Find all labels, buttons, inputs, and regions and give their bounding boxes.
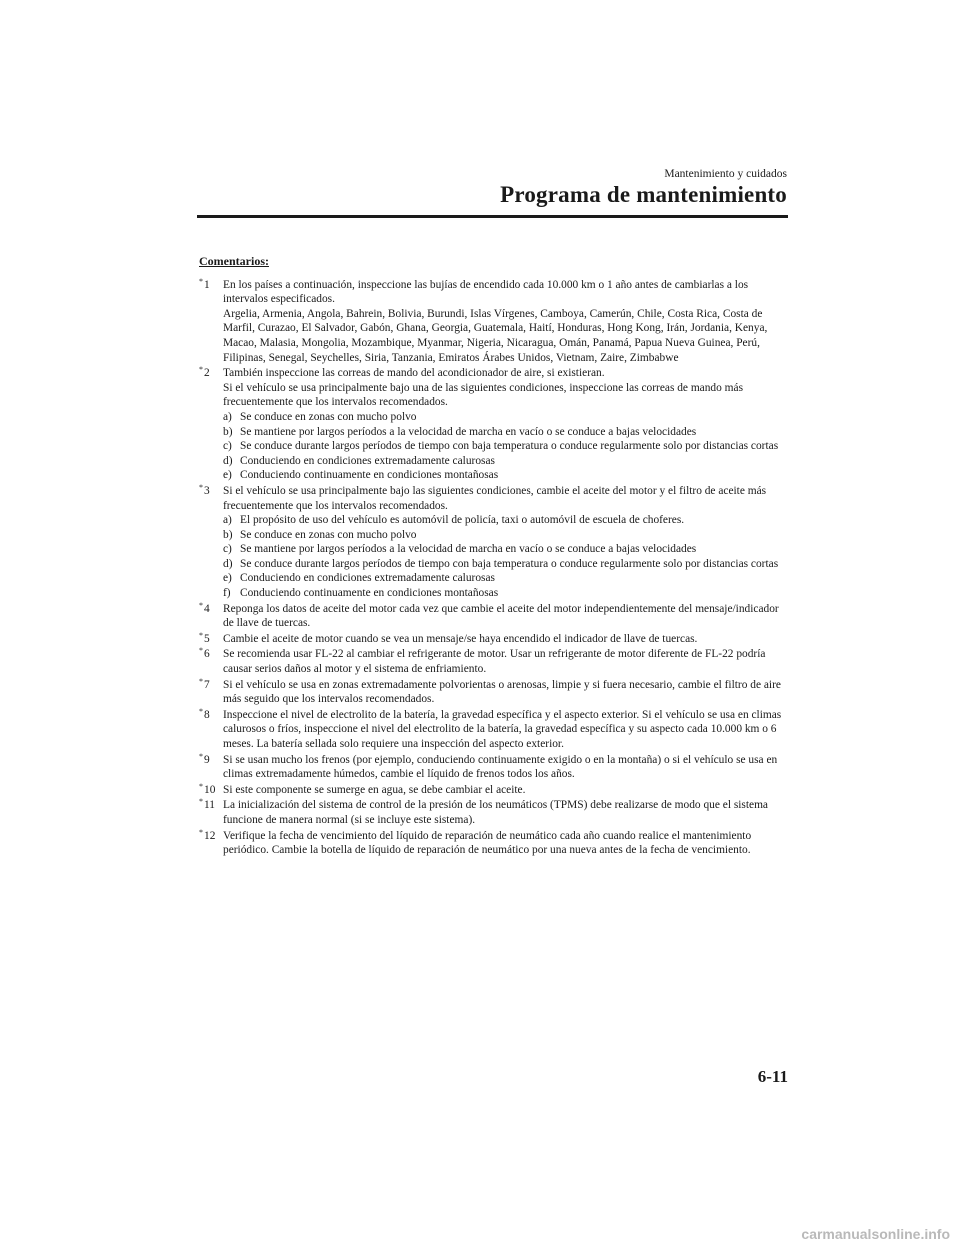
footnote-marker: * (199, 600, 203, 610)
footnote-text: Inspeccione el nivel de electrolito de la batería, la gravedad específica y el aspecto exterior. Si el vehículo se usa en climas calurosos o fríos, inspeccione el nivel del electrolito de la batería, la gravedad específica y su aspecto cada 10.000 km o 6 meses. La batería sellada solo requiere una inspección del aspecto exterior. (223, 708, 782, 750)
watermark: carmanualsonline.info (801, 1226, 950, 1242)
condition-item (223, 557, 789, 572)
footnote-text: Si el vehículo se usa en zonas extremadamente polvorientas o arenosas, limpie y si fuera necesario, cambie el filtro de aire más seguido que los intervalos recomendados. (223, 678, 781, 706)
footnote-number (199, 753, 210, 768)
footnote-number (199, 798, 215, 813)
condition-text: Conduciendo en condiciones extremadamente calurosas (240, 572, 495, 585)
condition-label: a) (223, 410, 232, 423)
condition-item (223, 513, 789, 528)
condition-label: c) (223, 543, 232, 556)
footnote-number (199, 678, 210, 693)
footnote-number-text: 2 (204, 367, 210, 380)
footnote-number-text: 10 (204, 783, 216, 796)
footnote-number-text: 5 (204, 632, 210, 645)
footnote-text: En los países a continuación, inspeccione las bujías de encendido cada 10.000 km o 1 año antes de cambiarlas a los intervalos especificados. (223, 278, 749, 306)
footnote-item (199, 783, 789, 798)
condition-text: El propósito de uso del vehículo es automóvil de policía, taxi o automóvil de escuela de choferes. (240, 514, 685, 527)
condition-text: Se mantiene por largos períodos a la velocidad de marcha en vacío o se conduce a bajas velocidades (240, 543, 697, 556)
footnote-item (199, 366, 789, 483)
footnote-number-text: 3 (204, 484, 210, 497)
condition-label: d) (223, 454, 233, 467)
footnote-marker: * (199, 797, 203, 807)
condition-label: f) (223, 587, 231, 600)
footnote-text: Reponga los datos de aceite del motor cada vez que cambie el aceite del motor independientemente del mensaje/indicador de llave de tuercas. (223, 602, 779, 630)
footnote-item (199, 602, 789, 631)
condition-text: Conduciendo continuamente en condiciones montañosas (240, 469, 499, 482)
footnote-number (199, 366, 210, 381)
footnote-marker: * (199, 781, 203, 791)
footnote-number-text: 12 (204, 829, 216, 842)
condition-item (223, 439, 789, 454)
footnote-number (199, 783, 215, 798)
condition-label: a) (223, 514, 232, 527)
condition-text: Se conduce durante largos períodos de tiempo con baja temperatura o conduce regularmente solo por distancias cortas (240, 557, 779, 570)
footnote-marker: * (199, 676, 203, 686)
notes-list (199, 278, 789, 858)
condition-item (223, 454, 789, 469)
footnote-number-text: 11 (204, 799, 215, 812)
footnote-number (199, 647, 210, 662)
footnote-item (199, 678, 789, 707)
footnote-marker: * (199, 482, 203, 492)
condition-label: b) (223, 528, 233, 541)
footnote-number-text: 8 (204, 708, 210, 721)
condition-item (223, 410, 789, 425)
footnote-item (199, 798, 789, 827)
condition-item (223, 542, 789, 557)
condition-text: Conduciendo en condiciones extremadamente calurosas (240, 454, 495, 467)
section-header: Mantenimiento y cuidados (664, 168, 787, 180)
footnote-item (199, 632, 789, 647)
footnote-item (199, 753, 789, 782)
footnote-text: Si el vehículo se usa principalmente bajo las siguientes condiciones, cambie el aceite del motor y el filtro de aceite más frecuentemente que los intervalos recomendados. (223, 484, 767, 512)
footnote-text: También inspeccione las correas de mando del acondicionador de aire, si existieran. (223, 367, 605, 380)
footnote-number (199, 632, 210, 647)
header-divider (197, 215, 788, 218)
condition-item (223, 425, 789, 440)
condition-text: Se conduce durante largos períodos de tiempo con baja temperatura o conduce regularmente solo por distancias cortas (240, 440, 779, 453)
footnote-marker: * (199, 365, 203, 375)
condition-item (223, 586, 789, 601)
footnote-marker: * (199, 827, 203, 837)
footnote-number-text: 1 (204, 278, 210, 291)
footnote-text: Si se usan mucho los frenos (por ejemplo, conduciendo continuamente exigido o en la montaña) o si el vehículo se usa en climas extremadamente húmedos, cambie el líquido de frenos todos los años. (223, 753, 778, 781)
condition-text: Se conduce en zonas con mucho polvo (240, 528, 417, 541)
condition-label: c) (223, 440, 232, 453)
footnote-marker: * (199, 706, 203, 716)
footnote-text: Si el vehículo se usa principalmente bajo una de las siguientes condiciones, inspeccione las correas de mando más frecuentemente que los intervalos recomendados. (223, 381, 744, 409)
condition-text: Se conduce en zonas con mucho polvo (240, 410, 417, 423)
footnote-number-text: 4 (204, 602, 210, 615)
footnote-marker: * (199, 630, 203, 640)
footnote-item (199, 484, 789, 601)
condition-text: Se mantiene por largos períodos a la velocidad de marcha en vacío o se conduce a bajas velocidades (240, 425, 697, 438)
footnote-number (199, 602, 210, 617)
page-title: Programa de mantenimiento (500, 182, 787, 207)
condition-label: e) (223, 469, 232, 482)
footnote-marker: * (199, 751, 203, 761)
comments-heading: Comentarios: (199, 254, 269, 268)
footnote-number (199, 829, 215, 844)
condition-label: e) (223, 572, 232, 585)
footnote-marker: * (199, 276, 203, 286)
footnote-number-text: 7 (204, 678, 210, 691)
footnote-number (199, 708, 210, 723)
page-number: 6-11 (757, 1067, 788, 1086)
condition-label: d) (223, 557, 233, 570)
footnote-marker: * (199, 646, 203, 656)
footnote-item (199, 278, 789, 366)
footnote-text: Si este componente se sumerge en agua, se debe cambiar el aceite. (223, 783, 526, 796)
comments-section (199, 254, 789, 859)
condition-item (223, 468, 789, 483)
footnote-text: La inicialización del sistema de control de la presión de los neumáticos (TPMS) debe realizarse de modo que el sistema funcione de manera normal (si se incluye este sistema). (223, 799, 768, 826)
condition-item (223, 528, 789, 543)
footnote-number-text: 9 (204, 753, 210, 766)
condition-text: Conduciendo continuamente en condiciones montañosas (240, 587, 499, 600)
footnote-number (199, 278, 210, 293)
footnote-text: Verifique la fecha de vencimiento del líquido de reparación de neumático cada año cuando realice el mantenimiento periódico. Cambie la botella de líquido de reparación de neumático por una nueva antes de la fecha de vencimiento. (223, 829, 752, 857)
footnote-text: Argelia, Armenia, Angola, Bahrein, Bolivia, Burundi, Islas Vírgenes, Camboya, Camerún, Chile, Costa Rica, Costa de Marfil, Curazao, El Salvador, Gabón, Ghana, Georgia, Guatemala, Haití, Honduras, Hong Kong, Irán, Jordania, Kenya, Macao, Malasia, Mongolia, Mozambique, Myanmar, Nigeria, Nicaragua, Omán, Panamá, Papua Nueva Guinea, Perú, Filipinas, Senegal, Seychelles, Siria, Tanzania, Emiratos Árabes Unidos, Vietnam, Zaire, Zimbabwe (223, 307, 768, 364)
footnote-number-text: 6 (204, 648, 210, 661)
footnote-item (199, 829, 789, 858)
footnote-number (199, 484, 210, 499)
footnote-text: Cambie el aceite de motor cuando se vea un mensaje/se haya encendido el indicador de llave de tuercas. (223, 632, 698, 645)
footnote-text: Se recomienda usar FL-22 al cambiar el refrigerante de motor. Usar un refrigerante de motor diferente de FL-22 podría causar serios daños al motor y el sistema de enfriamiento. (223, 648, 766, 676)
condition-item (223, 571, 789, 586)
footnote-item (199, 708, 789, 752)
condition-label: b) (223, 425, 233, 438)
footnote-item (199, 647, 789, 676)
